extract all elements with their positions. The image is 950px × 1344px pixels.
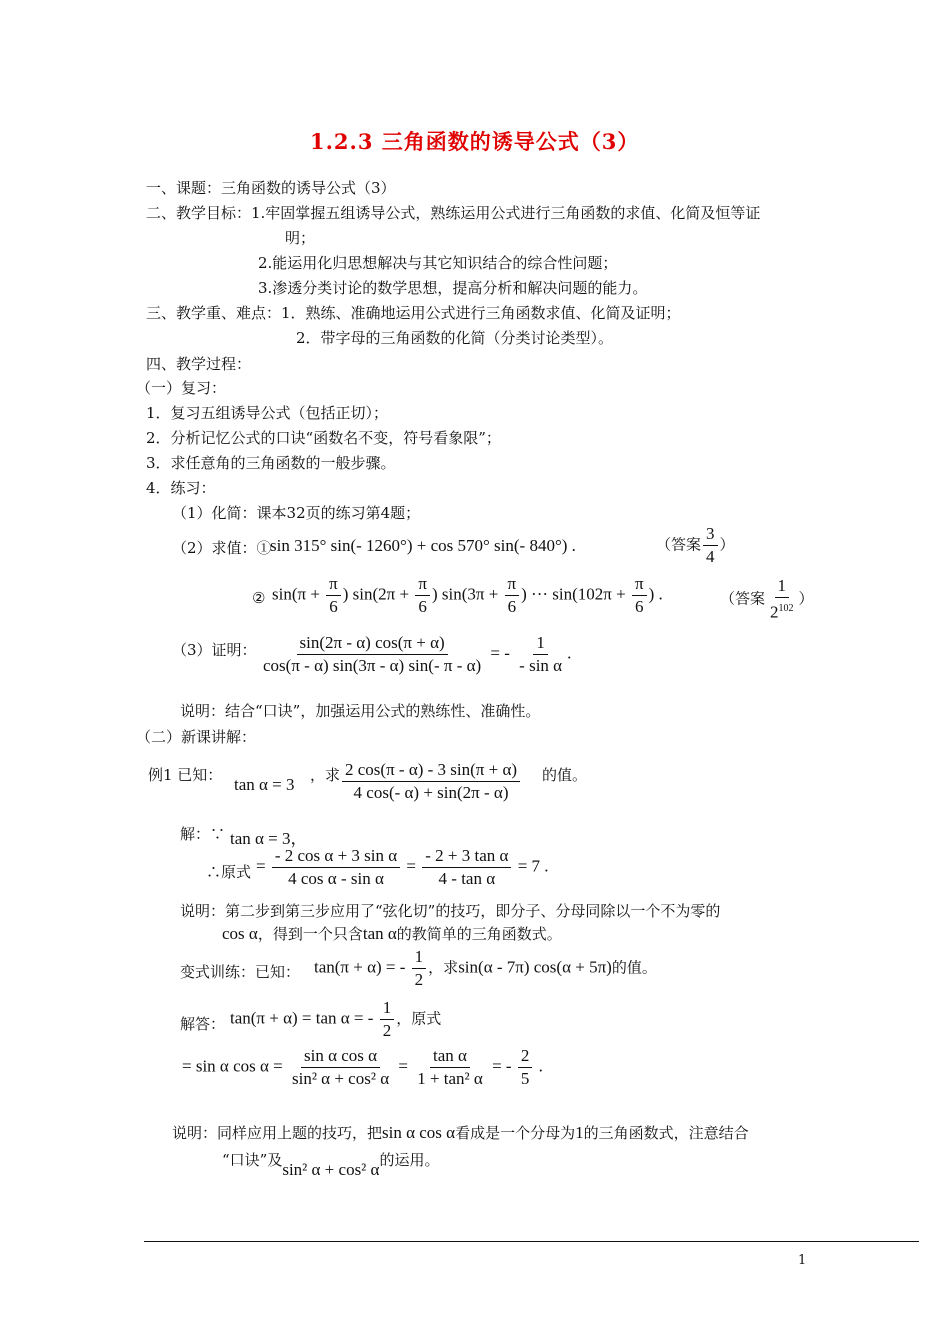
- review-item-3: 3．求任意角的三角函数的一般步骤。: [146, 454, 396, 472]
- answer-formula: tan(π + α) = tan α = - $\frac{1}{2}$ ，原式: [230, 998, 442, 1040]
- exercise-3-formula: $\frac{\sin(2\pi - \alpha) \cos(\pi + \alpha)}{\cos(\pi - \alpha) \sin(3\pi - \alpha) \sin(- \pi - \alpha)}$ = - $\frac{1}{\text{- sin α}}$ .: [263, 633, 572, 675]
- answer-equation: = sin α cos α = $\frac{\text{sin α cos α}}{\text{sin² α + cos² α}}$ = $\frac{\text{tan α}}{\text{1 + tan² α}}$ = - $\frac{2}{5}$ .: [182, 1046, 543, 1088]
- key-points-line: 三、教学重、难点：1．熟练、准确地运用公式进行三角函数求值、化简及证明；: [146, 304, 681, 322]
- solution-label: 解：∵: [180, 825, 226, 843]
- solution-line-2-formula: = $\frac{\text{- 2 cos α + 3 sin α}}{\text{4 cos α - sin α}}$ = $\frac{\text{- 2 + 3 tan α}}{\text{4 - tan α}}$ = 7 .: [256, 846, 549, 888]
- exercise-2-formula: sin 315° sin(- 1260°) + cos 570° sin(- 840°) .: [270, 536, 576, 555]
- review-item-4: 4．练习：: [146, 479, 216, 497]
- note-2-line-1: 说明：同样应用上题的技巧，把sin α cos α看成是一个分母为1的三角函数式，注意结合: [172, 1123, 749, 1142]
- exercise-2-label: （2）求值：①: [172, 539, 272, 557]
- objective-3: 3.渗透分类讨论的数学思想，提高分析和解决问题的能力。: [258, 279, 648, 297]
- example-1-mid: ，求: [310, 766, 341, 784]
- objectives-continued: 明；: [285, 229, 316, 247]
- solution-line-2-label: ∴原式: [206, 863, 252, 881]
- note-1-line-2: cos α，得到一个只含tan α的教简单的三角函数式。: [222, 924, 562, 943]
- exercise-2b-formula: sin(π + $\frac{\pi}{6}$ ) sin(2π + $\frac{\pi}{6}$ ) sin(3π + $\frac{\pi}{6}$ ) ··· sin(102π + $\frac{\pi}{6}$ ) .: [272, 574, 663, 616]
- solution-condition: tan α = 3，: [230, 829, 308, 848]
- new-lesson-heading: （二）新课讲解：: [136, 728, 257, 746]
- topic-line: 一、课题：三角函数的诱导公式（3）: [146, 179, 396, 197]
- note-2-line-2: “口诀”及sin² α + cos² α的运用。: [222, 1151, 440, 1179]
- example-1-label: 例1 已知：: [148, 766, 223, 784]
- exercise-3-label: （3）证明：: [172, 641, 257, 659]
- review-item-2: 2．分析记忆公式的口诀“函数名不变，符号看象限”；: [146, 429, 501, 447]
- exercise-1: （1）化简：课本32页的练习第4题；: [172, 504, 421, 522]
- objectives-line: 二、教学目标：1.牢固掌握五组诱导公式，熟练运用公式进行三角函数的求值、化简及恒等证: [146, 204, 761, 222]
- example-1-end: 的值。: [542, 766, 588, 784]
- process-heading: 四、教学过程：: [146, 355, 252, 373]
- note-1-line-1: 说明：第二步到第三步应用了“弦化切”的技巧，即分子、分母同除以一个不为零的: [180, 902, 721, 920]
- exercise-2b-label: ②: [252, 589, 266, 607]
- note-review: 说明：结合“口诀”，加强运用公式的熟练性、准确性。: [180, 702, 541, 720]
- review-heading: （一）复习：: [136, 379, 227, 397]
- objective-2: 2.能运用化归思想解决与其它知识结合的综合性问题；: [258, 254, 618, 272]
- key-point-2: 2．带字母的三角函数的化简（分类讨论类型）。: [296, 329, 614, 347]
- example-1-condition: tan α = 3: [234, 775, 295, 794]
- answer-label: 解答：: [180, 1015, 226, 1033]
- variation-label: 变式训练：已知：: [180, 963, 301, 981]
- answer-1: （答案 $\frac{3}{4}$ ）: [656, 524, 735, 566]
- page-title: 1.2.3 三角函数的诱导公式（3）: [310, 129, 640, 154]
- answer-2: （答案 $\frac{1}{2^{102}}$ ）: [720, 576, 814, 622]
- page-number: 1: [798, 1253, 807, 1268]
- review-item-1: 1．复习五组诱导公式（包括正切）；: [146, 404, 389, 422]
- variation-formula: tan(π + α) = - $\frac{1}{2}$ ，求sin(α - 7π) cos(α + 5π)的值。: [314, 947, 657, 989]
- example-1-fraction: $\frac{2 \cos(\pi - \alpha) - 3 \sin(\pi + \alpha)}{4 \cos(- \alpha) + \sin(2\pi - \alpha)}$: [340, 760, 522, 803]
- footer-divider: [144, 1241, 919, 1242]
